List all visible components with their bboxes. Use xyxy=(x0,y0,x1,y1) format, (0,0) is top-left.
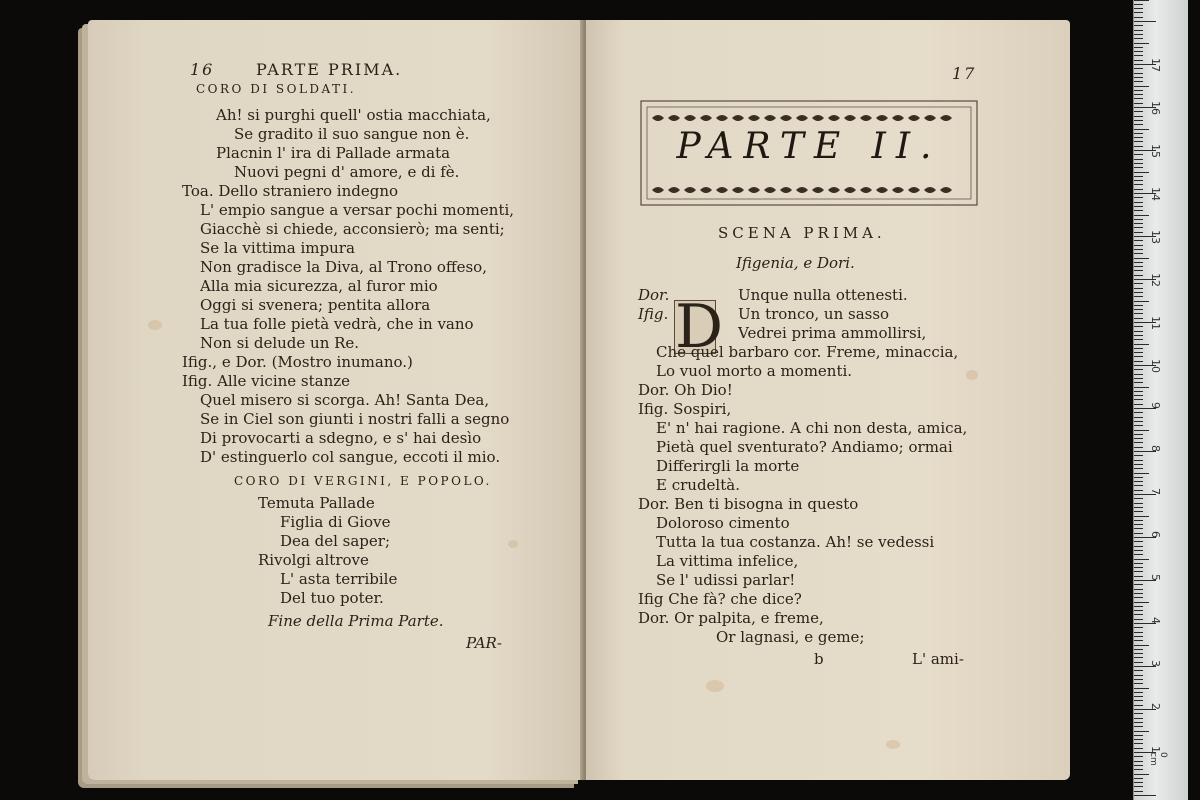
ruler-tick xyxy=(1134,30,1143,31)
ruler-tick xyxy=(1134,485,1143,486)
ruler-tick xyxy=(1134,94,1143,95)
ruler-tick xyxy=(1134,129,1149,130)
ruler-tick xyxy=(1134,51,1143,52)
ruler-tick xyxy=(1134,563,1143,564)
ruler-tick xyxy=(1134,447,1143,448)
ruler-number: 2 xyxy=(1149,703,1162,710)
ruler-tick xyxy=(1134,511,1143,512)
ruler-tick xyxy=(1134,404,1143,405)
ruler-tick xyxy=(1134,141,1143,142)
ruler-tick xyxy=(1134,313,1143,314)
ruler-tick xyxy=(1134,55,1143,56)
ruler-tick xyxy=(1134,395,1143,396)
text-line: Unque nulla ottenesti. xyxy=(738,286,908,304)
ruler-number: 1 xyxy=(1149,746,1162,753)
ruler-tick xyxy=(1134,713,1143,714)
ruler-tick xyxy=(1134,782,1143,783)
ruler-tick xyxy=(1134,761,1143,762)
ruler-tick xyxy=(1134,154,1143,155)
part-title: PARTE II. xyxy=(676,126,942,167)
text-line: Ifig. Sospiri, xyxy=(638,400,732,418)
ruler-number: 5 xyxy=(1149,574,1162,581)
ruler-tick xyxy=(1134,361,1143,362)
text-line: L' asta terribile xyxy=(280,570,398,588)
text-line: Temuta Pallade xyxy=(258,494,375,512)
text-line: Figlia di Giove xyxy=(280,513,391,531)
text-line: Giacchè si chiede, acconsierò; ma senti; xyxy=(200,220,505,238)
ruler-tick xyxy=(1134,571,1143,572)
ruler-tick xyxy=(1134,344,1149,345)
ruler-tick xyxy=(1134,245,1143,246)
ruler-tick xyxy=(1134,283,1143,284)
ruler-tick xyxy=(1134,412,1143,413)
ruler-tick xyxy=(1134,382,1143,383)
ruler-tick xyxy=(1134,210,1143,211)
ruler-tick xyxy=(1134,270,1143,271)
text-line: Vedrei prima ammollirsi, xyxy=(738,324,927,342)
ruler-tick xyxy=(1134,124,1143,125)
ruler-tick xyxy=(1134,632,1143,633)
ruler-tick xyxy=(1134,34,1143,35)
ruler-tick xyxy=(1134,12,1143,13)
ruler-number: 14 xyxy=(1149,187,1162,201)
ruler-tick xyxy=(1134,468,1143,469)
ruler-tick xyxy=(1134,249,1143,250)
ruler-tick xyxy=(1134,331,1143,332)
ruler-tick xyxy=(1134,683,1143,684)
ruler-tick xyxy=(1134,73,1143,74)
ruler-tick xyxy=(1134,546,1143,547)
text-line: Doloroso cimento xyxy=(656,514,790,532)
ruler-tick xyxy=(1134,438,1143,439)
ruler-tick xyxy=(1134,649,1143,650)
ruler-tick xyxy=(1134,636,1143,637)
text-line: Ifig Che fà? che dice? xyxy=(638,590,802,608)
text-line: Se l' udissi parlar! xyxy=(656,571,796,589)
ruler-tick xyxy=(1134,275,1143,276)
text-line: Ifig., e Dor. (Mostro inumano.) xyxy=(182,353,413,371)
ruler-tick xyxy=(1134,735,1143,736)
ruler-tick xyxy=(1134,266,1143,267)
text-line: Placnin l' ira di Pallade armata xyxy=(216,144,451,162)
ruler-tick xyxy=(1134,731,1149,732)
right-page xyxy=(586,20,1070,780)
ruler-tick xyxy=(1134,219,1143,220)
text-line: Dor. Or palpita, e freme, xyxy=(638,609,824,627)
ruler-tick xyxy=(1134,662,1143,663)
ruler-tick xyxy=(1134,288,1143,289)
ruler-tick xyxy=(1134,240,1143,241)
ruler-number: 7 xyxy=(1149,488,1162,495)
text-line: Non gradisce la Diva, al Trono offeso, xyxy=(200,258,487,276)
text-line: E' n' hai ragione. A chi non desta, amica, xyxy=(656,419,968,437)
ruler-tick xyxy=(1134,619,1143,620)
ruler-tick xyxy=(1134,86,1149,87)
ruler-tick xyxy=(1134,348,1143,349)
ruler-tick xyxy=(1134,791,1143,792)
text-line: Differirgli la morte xyxy=(656,457,800,475)
ruler-tick xyxy=(1134,399,1143,400)
ruler-tick xyxy=(1134,339,1143,340)
ruler-tick xyxy=(1134,159,1143,160)
ruler-tick xyxy=(1134,81,1143,82)
page-number: 17 xyxy=(952,64,977,83)
text-line: Rivolgi altrove xyxy=(258,551,369,569)
ruler-tick xyxy=(1134,309,1143,310)
ruler-tick xyxy=(1134,726,1143,727)
ruler-tick xyxy=(1134,795,1156,796)
ruler-number: 6 xyxy=(1149,531,1162,538)
ruler-tick xyxy=(1134,387,1149,388)
ruler-number: 4 xyxy=(1149,617,1162,624)
ruler-tick xyxy=(1134,748,1143,749)
ruler-tick xyxy=(1134,503,1143,504)
ruler-tick xyxy=(1134,180,1143,181)
ruler-tick xyxy=(1134,326,1143,327)
ruler-tick xyxy=(1134,167,1143,168)
ruler-tick xyxy=(1134,584,1143,585)
text-line: L' ami- xyxy=(912,650,964,668)
ruler-tick xyxy=(1134,227,1143,228)
text-line: Non si delude un Re. xyxy=(200,334,360,352)
ruler-tick xyxy=(1134,769,1143,770)
text-line: La tua folle pietà vedrà, che in vano xyxy=(200,315,474,333)
ruler-tick xyxy=(1134,627,1143,628)
ruler-tick xyxy=(1134,116,1143,117)
ruler-tick xyxy=(1134,335,1143,336)
text-line: CORO DI VERGINI, E POPOLO. xyxy=(234,474,492,488)
text-line: D' estinguerlo col sangue, eccoti il mio. xyxy=(200,448,501,466)
ruler-number: 16 xyxy=(1149,101,1162,115)
ruler-tick xyxy=(1134,640,1143,641)
ruler-tick xyxy=(1134,670,1143,671)
measurement-ruler xyxy=(1133,0,1188,800)
ruler-tick xyxy=(1134,589,1143,590)
ruler-tick xyxy=(1134,60,1143,61)
ornamental-title-frame xyxy=(638,98,980,208)
ruler-tick xyxy=(1134,292,1143,293)
ruler-tick xyxy=(1134,645,1149,646)
ruler-tick xyxy=(1134,679,1143,680)
ruler-tick xyxy=(1134,262,1143,263)
ruler-tick xyxy=(1134,25,1143,26)
ruler-tick xyxy=(1134,593,1143,594)
ruler-tick xyxy=(1134,653,1143,654)
ruler-tick xyxy=(1134,614,1143,615)
ruler-tick xyxy=(1134,356,1143,357)
ruler-tick xyxy=(1134,700,1143,701)
ruler-number: 10 xyxy=(1149,359,1162,373)
ruler-tick xyxy=(1134,133,1143,134)
ruler-tick xyxy=(1134,197,1143,198)
ruler-tick xyxy=(1134,98,1143,99)
ruler-tick xyxy=(1134,47,1143,48)
ruler-tick xyxy=(1134,425,1143,426)
ruler-tick xyxy=(1134,528,1143,529)
ruler-tick xyxy=(1134,602,1149,603)
text-line: Ifig. xyxy=(638,305,669,323)
text-line: CORO DI SOLDATI. xyxy=(196,82,357,96)
ruler-tick xyxy=(1134,391,1143,392)
ruler-tick xyxy=(1134,0,1149,1)
text-line: Dor. Ben ti bisogna in questo xyxy=(638,495,859,513)
ruler-tick xyxy=(1134,774,1149,775)
ruler-tick xyxy=(1134,163,1143,164)
ruler-number: 13 xyxy=(1149,230,1162,244)
ruler-tick xyxy=(1134,253,1143,254)
text-line: Se in Ciel son giunti i nostri falli a segno xyxy=(200,410,510,428)
text-line: Lo vuol morto a momenti. xyxy=(656,362,853,380)
ruler-tick xyxy=(1134,369,1143,370)
page-number: 16 xyxy=(190,60,215,79)
ruler-tick xyxy=(1134,223,1143,224)
ruler-tick xyxy=(1134,4,1143,5)
ruler-tick xyxy=(1134,90,1143,91)
ruler-tick xyxy=(1134,215,1149,216)
ruler-number: 17 xyxy=(1149,58,1162,72)
ruler-tick xyxy=(1134,258,1149,259)
text-line: Dea del saper; xyxy=(280,532,391,550)
text-line: b xyxy=(814,650,824,668)
ruler-tick xyxy=(1134,38,1143,39)
ruler-tick xyxy=(1134,739,1143,740)
ruler-tick xyxy=(1134,184,1143,185)
text-line: Dor. Oh Dio! xyxy=(638,381,733,399)
scene-title: SCENA PRIMA. xyxy=(718,224,886,242)
text-line: Del tuo poter. xyxy=(280,589,384,607)
ruler-tick xyxy=(1134,606,1143,607)
ruler-tick xyxy=(1134,417,1143,418)
ruler-tick xyxy=(1134,743,1143,744)
ruler-tick xyxy=(1134,507,1143,508)
text-line: Un tronco, un sasso xyxy=(738,305,890,323)
ruler-tick xyxy=(1134,305,1143,306)
ruler-tick xyxy=(1134,120,1143,121)
ruler-tick xyxy=(1134,559,1149,560)
text-line: Alla mia sicurezza, al furor mio xyxy=(200,277,438,295)
ruler-tick xyxy=(1134,460,1143,461)
ruler-tick xyxy=(1134,718,1143,719)
ruler-tick xyxy=(1134,533,1143,534)
ruler-tick xyxy=(1134,675,1143,676)
ruler-tick xyxy=(1134,8,1143,9)
ruler-number: 11 xyxy=(1149,316,1162,330)
text-line: Or lagnasi, e geme; xyxy=(716,628,865,646)
left-page xyxy=(88,20,584,780)
ruler-tick xyxy=(1134,176,1143,177)
ruler-tick xyxy=(1134,111,1143,112)
text-line: La vittima infelice, xyxy=(656,552,799,570)
text-line: PAR- xyxy=(466,634,502,652)
ruler-tick xyxy=(1134,490,1143,491)
ruler-tick xyxy=(1134,434,1143,435)
ruler-tick xyxy=(1134,232,1143,233)
ruler-tick xyxy=(1134,516,1149,517)
ruler-tick xyxy=(1134,705,1143,706)
text-line: Quel misero si scorga. Ah! Santa Dea, xyxy=(200,391,490,409)
ruler-tick xyxy=(1134,430,1149,431)
text-line: Nuovi pegni d' amore, e di fè. xyxy=(234,163,460,181)
ruler-tick xyxy=(1134,374,1143,375)
ruler-number: 15 xyxy=(1149,144,1162,158)
text-line: Ifig. Alle vicine stanze xyxy=(182,372,351,390)
ruler-unit-label: 0 cm xyxy=(1148,752,1168,766)
ruler-tick xyxy=(1134,756,1143,757)
text-line: Tutta la tua costanza. Ah! se vedessi xyxy=(656,533,935,551)
ruler-tick xyxy=(1134,189,1143,190)
ruler-tick xyxy=(1134,765,1143,766)
ruler-tick xyxy=(1134,657,1143,658)
ruler-tick xyxy=(1134,146,1143,147)
ruler-number: 12 xyxy=(1149,273,1162,287)
ruler-tick xyxy=(1134,43,1149,44)
ruler-tick xyxy=(1134,172,1149,173)
ruler-tick xyxy=(1134,464,1143,465)
ruler-tick xyxy=(1134,550,1143,551)
ruler-tick xyxy=(1134,68,1143,69)
ruler-tick xyxy=(1134,722,1143,723)
ruler-tick xyxy=(1134,206,1143,207)
character-list: Ifigenia, e Dori. xyxy=(736,254,855,272)
text-line: Se la vittima impura xyxy=(200,239,355,257)
text-line: Dor. xyxy=(638,286,670,304)
text-line: E crudeltà. xyxy=(656,476,740,494)
ruler-tick xyxy=(1134,378,1143,379)
ruler-tick xyxy=(1134,442,1143,443)
ruler-tick xyxy=(1134,610,1143,611)
text-line: L' empio sangue a versar pochi momenti, xyxy=(200,201,515,219)
ruler-tick xyxy=(1134,524,1143,525)
ruler-tick xyxy=(1134,576,1143,577)
ruler-tick xyxy=(1134,498,1143,499)
drop-cap-initial: D xyxy=(675,292,724,362)
ruler-tick xyxy=(1134,520,1143,521)
ruler-tick xyxy=(1134,541,1143,542)
text-line: Oggi si svenera; pentita allora xyxy=(200,296,431,314)
running-title: PARTE PRIMA. xyxy=(256,60,403,79)
ruler-number: 8 xyxy=(1149,445,1162,452)
ruler-tick xyxy=(1134,318,1143,319)
ruler-tick xyxy=(1134,352,1143,353)
ruler-tick xyxy=(1134,421,1143,422)
ruler-tick xyxy=(1134,473,1149,474)
text-line: Ah! si purghi quell' ostia macchiata, xyxy=(216,106,491,124)
text-line: Pietà quel sventurato? Andiamo; ormai xyxy=(656,438,953,456)
ruler-tick xyxy=(1134,202,1143,203)
text-line: Fine della Prima Parte. xyxy=(268,612,444,630)
ruler-tick xyxy=(1134,455,1143,456)
ruler-tick xyxy=(1134,692,1143,693)
ruler-tick xyxy=(1134,137,1143,138)
ruler-number: 9 xyxy=(1149,402,1162,409)
ruler-tick xyxy=(1134,778,1143,779)
ruler-tick xyxy=(1134,786,1143,787)
ruler-tick xyxy=(1134,103,1143,104)
ruler-tick xyxy=(1134,554,1143,555)
text-line: Di provocarti a sdegno, e s' hai desìo xyxy=(200,429,482,447)
ruler-tick xyxy=(1134,21,1156,22)
ruler-tick xyxy=(1134,696,1143,697)
text-line: Toa. Dello straniero indegno xyxy=(182,182,399,200)
ruler-tick xyxy=(1134,567,1143,568)
text-line: Che quel barbaro cor. Freme, minaccia, xyxy=(656,343,959,361)
ruler-tick xyxy=(1134,17,1143,18)
ruler-tick xyxy=(1134,481,1143,482)
ruler-tick xyxy=(1134,477,1143,478)
ruler-tick xyxy=(1134,688,1149,689)
ruler-number: 3 xyxy=(1149,660,1162,667)
ruler-tick xyxy=(1134,301,1149,302)
ruler-tick xyxy=(1134,597,1143,598)
ruler-tick xyxy=(1134,77,1143,78)
ruler-tick xyxy=(1134,296,1143,297)
text-line: Se gradito il suo sangue non è. xyxy=(234,125,470,143)
